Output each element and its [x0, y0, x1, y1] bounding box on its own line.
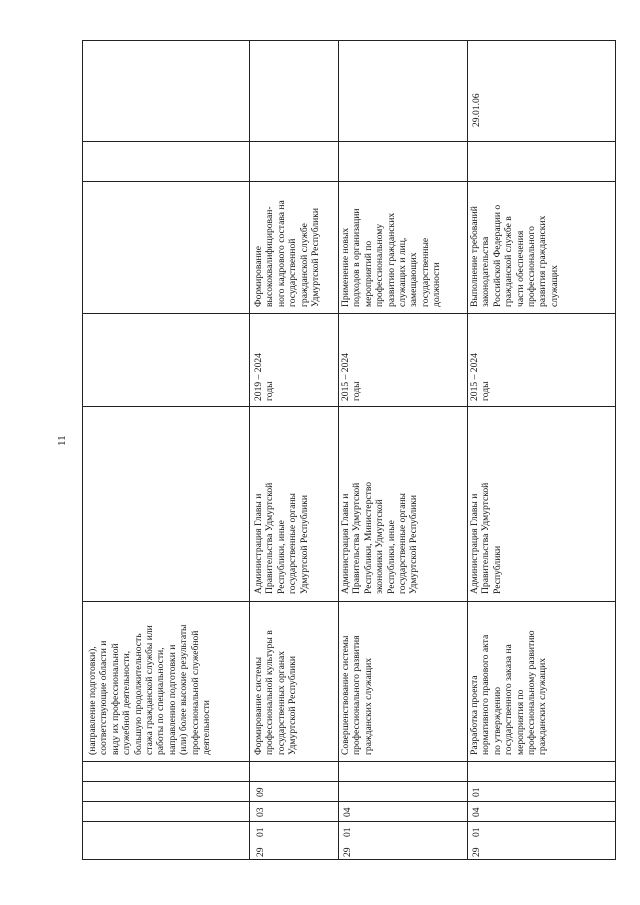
plan-table	[82, 40, 616, 860]
row3-code-4: 01	[471, 787, 482, 797]
row2-code-1: 29	[342, 847, 353, 857]
row2-period: 2015 – 2024 годы	[340, 353, 363, 401]
row1-code-1: 29	[255, 847, 266, 857]
row1-executor: Администрация Главы и Правительства Удмуртской Республики, иные государственные органы Удмуртской Республики	[253, 482, 310, 594]
page-number: 11	[56, 435, 68, 446]
row1-name: Формирование системы профессиональной культуры в государственных органах Удмуртской Республики	[253, 630, 299, 755]
row1-code-3: 03	[255, 807, 266, 817]
row2-result: Применение новых подходов в организации мероприятий по профессиональному развитию гражданских служащих и лиц, замещающих государственные должности	[340, 208, 443, 307]
row1-code-4: 09	[255, 787, 266, 797]
row1-code-2: 01	[255, 827, 266, 837]
row3-date: 29.01.06	[471, 93, 482, 127]
row1-period: 2019 – 2024 годы	[253, 353, 276, 401]
row2-code-3: 04	[342, 807, 353, 817]
col-divider	[83, 821, 615, 822]
col-divider	[83, 801, 615, 802]
row3-code-2: 01	[471, 827, 482, 837]
row-divider	[249, 41, 250, 859]
col-divider	[83, 141, 615, 142]
row1-result: Формирование высококвалифицирован- ного кадрового состава на государственной гражданской службе Удмуртской Республики	[253, 200, 322, 307]
row2-executor: Администрация Главы и Правительства Удмуртской Республики, Министерство экономики Удмуртской Республики, иные государственные органы Удмуртской Республики	[340, 481, 420, 594]
row3-code-1: 29	[471, 847, 482, 857]
row-divider	[467, 41, 468, 859]
row2-code-2: 01	[342, 827, 353, 837]
row2-name: Совершенствование системы профессионального развития гражданских служащих	[340, 635, 374, 755]
row-divider	[338, 41, 339, 859]
row0-name: (направление подготовки), соответствующие области и виду их профессиональной служебной деятельности, большую продолжительность стажа гражданской службы или работы по специальности, направлению подготовки и (или) более высокие результаты профессиональной служебной деятельности	[87, 624, 213, 755]
col-divider	[83, 761, 615, 762]
row3-result: Выполнение требований законодательства Российской Федерации о гражданской службе в части обеспечения профессионального развития гражданских служащих	[469, 204, 560, 307]
row3-name: Разработка проекта нормативного правового акта по утверждению государственного заказа на мероприятия по профессиональному развитию гражданских служащих	[469, 630, 549, 755]
row3-period: 2015 – 2024 годы	[469, 353, 492, 401]
col-divider	[83, 781, 615, 782]
row3-executor: Администрация Главы и Правительства Удмуртской Республики	[469, 482, 503, 594]
row3-code-3: 04	[471, 807, 482, 817]
